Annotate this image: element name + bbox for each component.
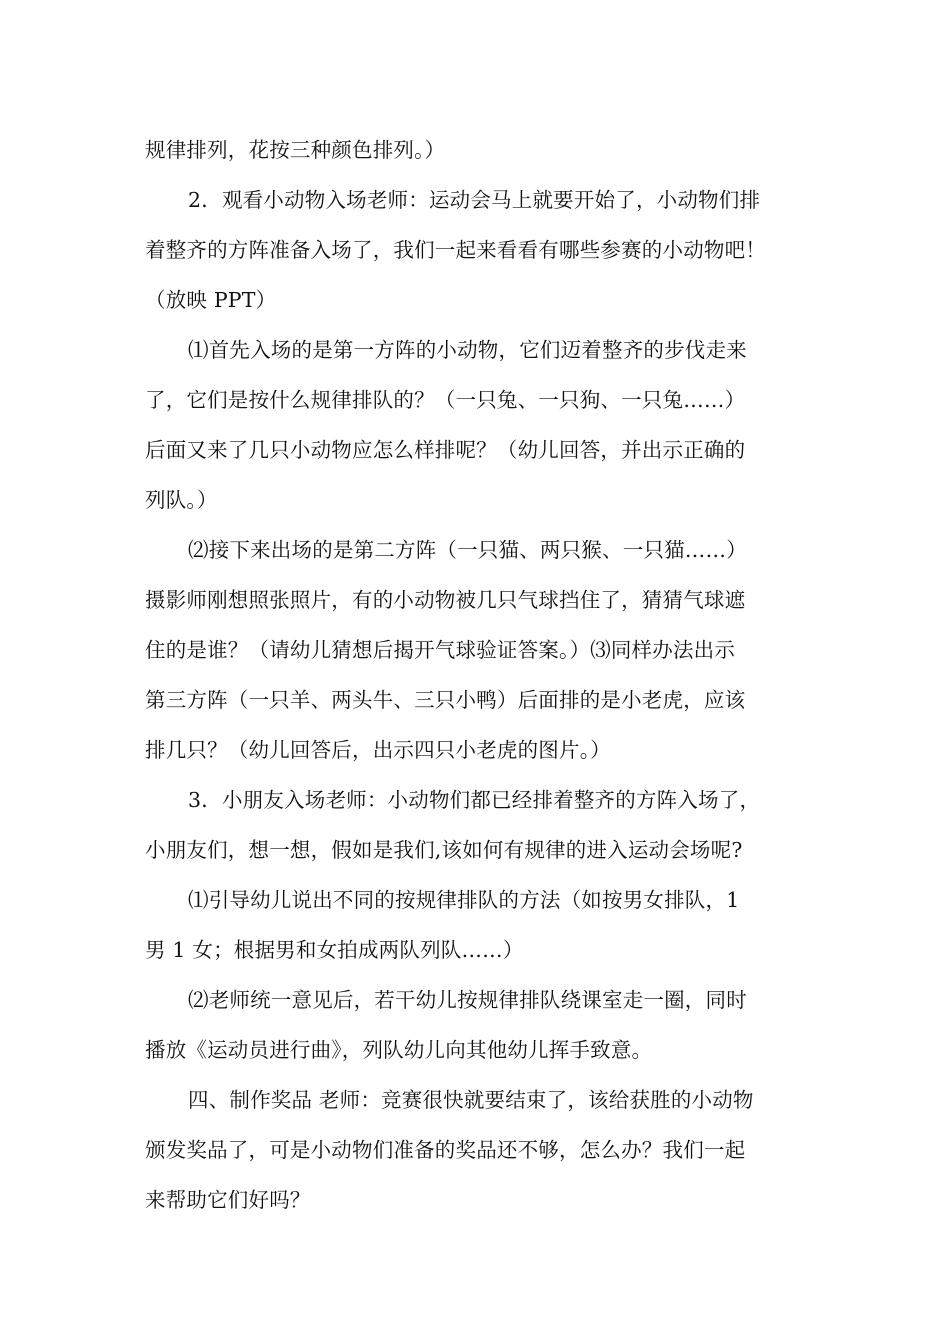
text-line: 后面又来了几只小动物应怎么样排呢？（幼儿回答，并出示正确的 [145,438,746,462]
text-line: 来帮助它们好吗？ [145,1188,311,1212]
text-line: （放映 PPT） [145,288,277,312]
text-line: ⑵接下来出场的是第二方阵（一只猫、两只猴、一只猫……） [188,538,747,562]
text-line: 了，它们是按什么规律排队的？（一只兔、一只狗、一只兔……） [145,388,746,412]
text-line: 列队。） [145,488,218,512]
text-line: ⑴引导幼儿说出不同的按规律排队的方法（如按男女排队，1 [188,888,740,912]
text-line: 小朋友们，想一想，假如是我们,该如何有规律的进入运动会场呢? [145,838,743,862]
text-line: 男 1 女；根据男和女拍成两队列队……） [145,938,524,962]
text-line: 住的是谁？（请幼儿猜想后揭开气球验证答案。）⑶同样办法出示 [145,638,736,662]
text-line: 摄影师刚想照张照片，有的小动物被几只气球挡住了，猜猜气球遮 [145,588,746,612]
text-line: ⑵老师统一意见后，若干幼儿按规律排队绕课室走一圈，同时 [188,988,747,1012]
text-line: 2．观看小动物入场老师：运动会马上就要开始了，小动物们排 [188,188,761,212]
text-line: 排几只？（幼儿回答后，出示四只小老虎的图片。） [145,738,611,762]
text-line: 3．小朋友入场老师：小动物们都已经排着整齐的方阵入场了， [188,788,761,812]
text-line: 第三方阵（一只羊、两头牛、三只小鸭）后面排的是小老虎，应该 [145,688,746,712]
text-line: 四、制作奖品 老师：竞赛很快就要结束了，该给获胜的小动物 [188,1088,754,1112]
text-line: ⑴首先入场的是第一方阵的小动物，它们迈着整齐的步伐走来 [188,338,747,362]
text-line: 着整齐的方阵准备入场了，我们一起来看看有哪些参赛的小动物吧！ [145,238,766,262]
text-line: 播放《运动员进行曲》，列队幼儿向其他幼儿挥手致意。 [145,1038,653,1062]
text-line: 颁发奖品了，可是小动物们准备的奖品还不够，怎么办？我们一起 [145,1138,746,1162]
text-line: 规律排列，花按三种颜色排列。） [145,138,446,162]
